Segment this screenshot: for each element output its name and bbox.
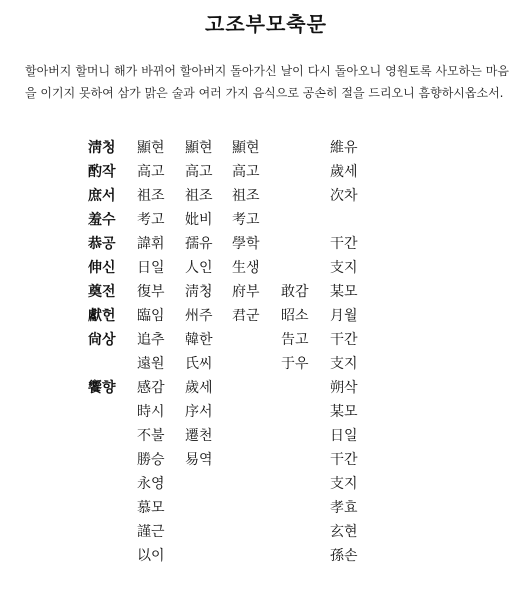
grid-cell: 祖조 xyxy=(185,188,213,204)
intro-paragraph: 할아버지 할머니 해가 바뀌어 할아버지 돌아가신 날이 다시 돌아오니 영원토록 사모하는 마음을 이기지 못하여 삼가 맑은 술과 여러 가지 음식으로 공손히 절을 드리오니 흠향하시옵소서. xyxy=(25,64,509,100)
grid-row xyxy=(0,160,532,184)
grid-cell: 朔삭 xyxy=(330,380,358,396)
grid-cell: 尙상 xyxy=(88,332,116,348)
grid-cell: 干간 xyxy=(330,332,358,348)
grid-cell: 伸신 xyxy=(88,260,116,276)
grid-row xyxy=(0,352,532,376)
grid-row xyxy=(0,184,532,208)
grid-cell: 遠원 xyxy=(137,356,165,372)
grid-cell: 淸청 xyxy=(185,284,213,300)
grid-row xyxy=(0,544,532,568)
grid-cell: 歲세 xyxy=(330,164,358,180)
grid-cell: 勝승 xyxy=(137,452,165,468)
grid-cell: 府부 xyxy=(232,284,260,300)
grid-cell: 孺유 xyxy=(185,236,213,252)
grid-cell: 昭소 xyxy=(281,308,309,324)
grid-cell: 某모 xyxy=(330,404,358,420)
grid-row xyxy=(0,136,532,160)
grid-cell: 臨임 xyxy=(137,308,165,324)
grid-cell: 羞수 xyxy=(88,212,116,228)
grid-cell: 支지 xyxy=(330,356,358,372)
grid-cell: 次차 xyxy=(330,188,358,204)
grid-cell: 月월 xyxy=(330,308,358,324)
grid-cell: 敢감 xyxy=(281,284,309,300)
grid-cell: 不불 xyxy=(137,428,165,444)
grid-cell: 考고 xyxy=(232,212,260,228)
grid-row xyxy=(0,376,532,400)
grid-cell: 以이 xyxy=(137,548,165,564)
grid-cell: 孫손 xyxy=(330,548,358,564)
grid-cell: 奠전 xyxy=(88,284,116,300)
grid-cell: 祖조 xyxy=(137,188,165,204)
grid-cell: 永영 xyxy=(137,476,165,492)
grid-cell: 慕모 xyxy=(137,500,165,516)
grid-cell: 氏씨 xyxy=(185,356,213,372)
grid-cell: 于우 xyxy=(281,356,309,372)
grid-cell: 干간 xyxy=(330,236,358,252)
grid-cell: 支지 xyxy=(330,476,358,492)
grid-row xyxy=(0,328,532,352)
grid-cell: 日일 xyxy=(137,260,165,276)
grid-cell: 玄현 xyxy=(330,524,358,540)
grid-cell: 某모 xyxy=(330,284,358,300)
grid-cell: 日일 xyxy=(330,428,358,444)
grid-row xyxy=(0,280,532,304)
grid-cell: 遷천 xyxy=(185,428,213,444)
grid-cell: 庶서 xyxy=(88,188,116,204)
grid-cell: 追추 xyxy=(137,332,165,348)
grid-cell: 易역 xyxy=(185,452,213,468)
grid-cell: 祖조 xyxy=(232,188,260,204)
grid-cell: 君군 xyxy=(232,308,260,324)
grid-cell: 顯현 xyxy=(232,140,260,156)
grid-row xyxy=(0,256,532,280)
grid-cell: 妣비 xyxy=(185,212,213,228)
grid-cell: 高고 xyxy=(137,164,165,180)
grid-cell: 州주 xyxy=(185,308,213,324)
grid-cell: 感감 xyxy=(137,380,165,396)
grid-cell: 恭공 xyxy=(88,236,116,252)
grid-row xyxy=(0,448,532,472)
grid-row xyxy=(0,520,532,544)
grid-cell: 顯현 xyxy=(137,140,165,156)
grid-cell: 獻헌 xyxy=(88,308,116,324)
grid-cell: 支지 xyxy=(330,260,358,276)
grid-cell: 淸청 xyxy=(88,140,116,156)
grid-cell: 時시 xyxy=(137,404,165,420)
grid-cell: 生생 xyxy=(232,260,260,276)
prayer-text-grid xyxy=(0,136,532,568)
document-title: 고조부모축문 xyxy=(205,12,327,36)
grid-row xyxy=(0,496,532,520)
grid-cell: 顯현 xyxy=(185,140,213,156)
grid-cell: 謹근 xyxy=(137,524,165,540)
grid-cell: 考고 xyxy=(137,212,165,228)
grid-cell: 歲세 xyxy=(185,380,213,396)
grid-cell: 復부 xyxy=(137,284,165,300)
grid-cell: 告고 xyxy=(281,332,309,348)
grid-row xyxy=(0,472,532,496)
grid-row xyxy=(0,232,532,256)
grid-row xyxy=(0,208,532,232)
grid-cell: 孝효 xyxy=(330,500,358,516)
grid-cell: 序서 xyxy=(185,404,213,420)
grid-cell: 人인 xyxy=(185,260,213,276)
grid-row xyxy=(0,400,532,424)
grid-cell: 高고 xyxy=(185,164,213,180)
grid-row xyxy=(0,424,532,448)
grid-cell: 學학 xyxy=(232,236,260,252)
grid-cell: 韓한 xyxy=(185,332,213,348)
grid-row xyxy=(0,304,532,328)
grid-cell: 諱휘 xyxy=(137,236,165,252)
grid-cell: 干간 xyxy=(330,452,358,468)
grid-cell: 酌작 xyxy=(88,164,116,180)
grid-cell: 高고 xyxy=(232,164,260,180)
grid-cell: 維유 xyxy=(330,140,358,156)
grid-cell: 饗향 xyxy=(88,380,116,396)
